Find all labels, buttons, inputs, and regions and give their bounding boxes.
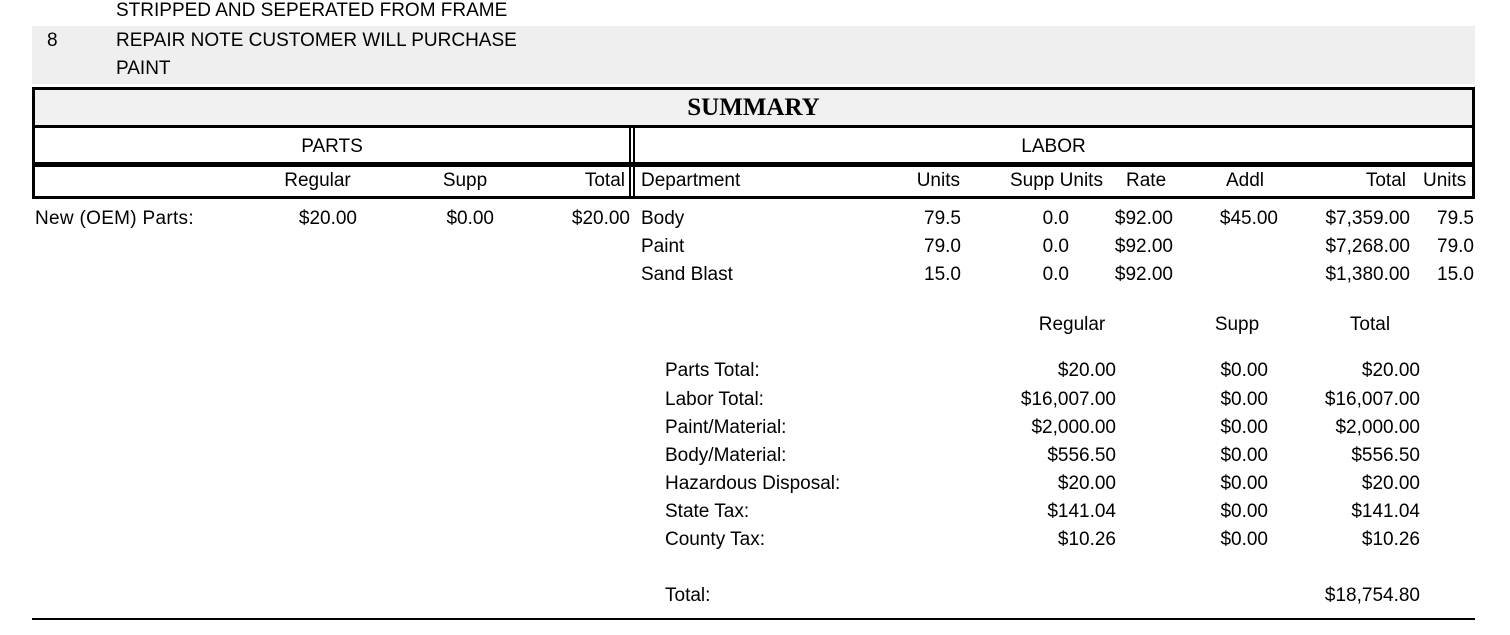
labor-row-rate: $92.00 <box>1114 236 1173 257</box>
labor-row-rate: $92.00 <box>1114 208 1173 229</box>
frame-top-border <box>32 87 1475 90</box>
note-line-previous: STRIPPED AND SEPERATED FROM FRAME <box>116 0 508 21</box>
labor-col-department: Department <box>641 170 741 191</box>
labor-row-total: $7,268.00 <box>1325 236 1410 257</box>
totals-row-total: $556.50 <box>1351 445 1420 466</box>
totals-col-total: Total <box>1349 314 1391 335</box>
note-item-number: 8 <box>47 30 58 51</box>
parts-row-supp: $0.00 <box>446 208 494 229</box>
totals-row-supp: $0.00 <box>1220 389 1268 410</box>
totals-row-total: $10.26 <box>1361 529 1420 550</box>
totals-col-supp: Supp <box>1214 314 1260 335</box>
totals-row-total: $141.04 <box>1351 501 1420 522</box>
labor-row-units: 79.0 <box>924 236 961 257</box>
labor-col-supp-units: Supp Units <box>1010 170 1103 191</box>
totals-row-regular: $10.26 <box>1057 529 1116 550</box>
grand-total-label: Total: <box>665 585 711 606</box>
title-divider <box>32 125 1475 128</box>
totals-row-label: Hazardous Disposal: <box>665 473 841 494</box>
totals-row-supp: $0.00 <box>1220 360 1268 381</box>
labor-row-supp-units: 0.0 <box>1042 236 1069 257</box>
totals-row-regular: $20.00 <box>1057 473 1116 494</box>
labor-row-total: $1,380.00 <box>1325 264 1410 285</box>
parts-row-regular: $20.00 <box>298 208 357 229</box>
labor-row-rate: $92.00 <box>1114 264 1173 285</box>
totals-col-regular: Regular <box>1038 314 1106 335</box>
labor-row-supp-units: 0.0 <box>1042 264 1069 285</box>
totals-row-label: Parts Total: <box>665 360 760 381</box>
totals-row-regular: $141.04 <box>1047 501 1116 522</box>
totals-row-label: Body/Material: <box>665 445 787 466</box>
parts-row-label: New (OEM) Parts: <box>35 208 194 229</box>
labor-row-department: Body <box>641 208 685 229</box>
labor-row-units-2: 79.5 <box>1437 208 1474 229</box>
totals-row-label: County Tax: <box>665 529 765 550</box>
parts-col-supp: Supp <box>442 170 488 191</box>
frame-right-border <box>1472 87 1475 199</box>
parts-col-total: Total <box>584 170 625 191</box>
totals-row-label: State Tax: <box>665 501 750 522</box>
totals-row-total: $20.00 <box>1361 360 1420 381</box>
labor-row-supp-units: 0.0 <box>1042 208 1069 229</box>
labor-row-total: $7,359.00 <box>1325 208 1410 229</box>
parts-section-header: PARTS <box>301 136 363 157</box>
labor-row-department: Sand Blast <box>641 264 733 285</box>
totals-row-total: $20.00 <box>1361 473 1420 494</box>
totals-row-label: Paint/Material: <box>665 417 787 438</box>
grand-total-value: $18,754.80 <box>1324 585 1420 606</box>
parts-col-regular: Regular <box>284 170 351 191</box>
labor-row-units-2: 79.0 <box>1437 236 1474 257</box>
labor-row-units: 79.5 <box>924 208 961 229</box>
column-header-divider <box>32 196 1475 199</box>
labor-col-rate: Rate <box>1126 170 1167 191</box>
note-line-1: REPAIR NOTE CUSTOMER WILL PURCHASE <box>116 30 517 51</box>
note-line-2: PAINT <box>116 58 171 79</box>
section-header-divider <box>32 162 1475 167</box>
totals-row-supp: $0.00 <box>1220 529 1268 550</box>
bottom-rule <box>32 618 1475 620</box>
totals-row-total: $2,000.00 <box>1335 417 1420 438</box>
labor-row-units-2: 15.0 <box>1437 264 1474 285</box>
totals-row-regular: $20.00 <box>1057 360 1116 381</box>
totals-row-regular: $16,007.00 <box>1020 389 1116 410</box>
totals-row-supp: $0.00 <box>1220 445 1268 466</box>
totals-row-regular: $2,000.00 <box>1031 417 1116 438</box>
totals-row-total: $16,007.00 <box>1324 389 1420 410</box>
labor-section-header: LABOR <box>1021 136 1086 157</box>
parts-labor-divider-a <box>629 128 631 198</box>
labor-row-addl: $45.00 <box>1219 208 1278 229</box>
totals-row-supp: $0.00 <box>1220 501 1268 522</box>
labor-row-department: Paint <box>641 236 685 257</box>
totals-row-supp: $0.00 <box>1220 417 1268 438</box>
parts-row-total: $20.00 <box>571 208 630 229</box>
labor-col-total: Total <box>1365 170 1406 191</box>
labor-col-units-2: Units <box>1423 170 1467 191</box>
totals-row-label: Labor Total: <box>665 389 764 410</box>
labor-col-addl: Addl <box>1226 170 1265 191</box>
labor-col-units: Units <box>916 170 960 191</box>
totals-row-supp: $0.00 <box>1220 473 1268 494</box>
totals-row-regular: $556.50 <box>1047 445 1116 466</box>
summary-title: SUMMARY <box>35 90 1472 125</box>
labor-row-units: 15.0 <box>924 264 961 285</box>
